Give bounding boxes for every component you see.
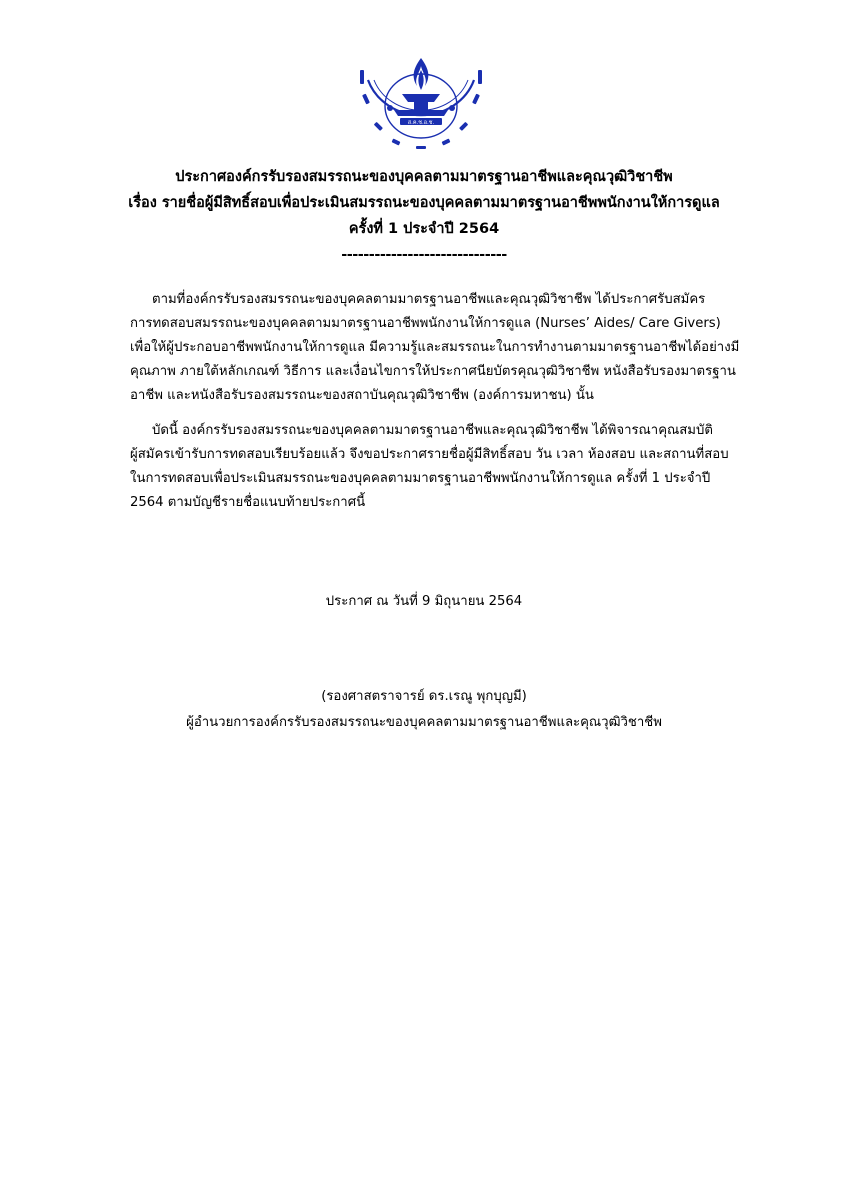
paragraph-line: เพื่อให้ผู้ประกอบอาชีพพนักงานให้การดูแล มีความรู้และสมรรถนะในการทำงานตามมาตรฐานอาชีพได้อย่างมี <box>130 340 740 355</box>
announcement-body <box>130 288 756 526</box>
paragraph-line: ตามที่องค์กรรับรองสมรรถนะของบุคคลตามมาตรฐานอาชีพและคุณวุฒิวิชาชีพ ได้ประกาศรับสมัคร <box>152 292 706 307</box>
paragraph-line: ผู้สมัครเข้ารับการทดสอบเรียบร้อยแล้ว จึงขอประกาศรายชื่อผู้มีสิทธิ์สอบ วัน เวลา ห้องสอบ และสถานที่สอบ <box>130 447 729 462</box>
paragraph-2 <box>130 419 756 515</box>
signer-block <box>0 684 848 736</box>
title-line-3: ครั้งที่ 1 ประจำปี 2564 <box>348 221 500 237</box>
announcement-title <box>60 164 788 268</box>
paragraph-line: บัดนี้ องค์กรรับรองสมรรถนะของบุคคลตามมาตรฐานอาชีพและคุณวุฒิวิชาชีพ ได้พิจารณาคุณสมบัติ <box>152 423 713 438</box>
paragraph-line: คุณภาพ ภายใต้หลักเกณฑ์ วิธีการ และเงื่อนไขการให้ประกาศนียบัตรคุณวุฒิวิชาชีพ หนังสือรับรองมาตรฐาน <box>130 364 736 379</box>
paragraph-line: การทดสอบสมรรถนะของบุคคลตามมาตรฐานอาชีพพนักงานให้การดูแล (Nurses’ Aides/ Care Givers) <box>130 316 721 331</box>
organization-logo <box>354 50 488 154</box>
logo-emblem-text: ส.ค.ช.อ.ช. <box>407 120 435 126</box>
title-line-2: เรื่อง รายชื่อผู้มีสิทธิ์สอบเพื่อประเมินสมรรถนะของบุคคลตามมาตรฐานอาชีพพนักงานให้การดูแล <box>128 195 720 211</box>
title-line-1: ประกาศองค์กรรับรองสมรรถนะของบุคคลตามมาตรฐานอาชีพและคุณวุฒิวิชาชีพ <box>175 169 673 185</box>
paragraph-1 <box>130 288 756 408</box>
announcement-date: ประกาศ ณ วันที่ 9 มิถุนายน 2564 <box>325 594 523 609</box>
signer-name: (รองศาสตราจารย์ ดร.เรณู พุกบุญมี) <box>321 689 527 704</box>
signer-position: ผู้อำนวยการองค์กรรับรองสมรรถนะของบุคคลตามมาตรฐานอาชีพและคุณวุฒิวิชาชีพ <box>186 715 662 730</box>
paragraph-line: อาชีพ และหนังสือรับรองสมรรถนะของสถาบันคุณวุฒิวิชาชีพ (องค์การมหาชน) นั้น <box>130 388 594 403</box>
paragraph-line: ในการทดสอบเพื่อประเมินสมรรถนะของบุคคลตามมาตรฐานอาชีพพนักงานให้การดูแล ครั้งที่ 1 ประจำปี <box>130 471 711 486</box>
paragraph-line: 2564 ตามบัญชีรายชื่อแนบท้ายประกาศนี้ <box>130 495 366 510</box>
title-divider: ------------------------------ <box>341 247 507 263</box>
